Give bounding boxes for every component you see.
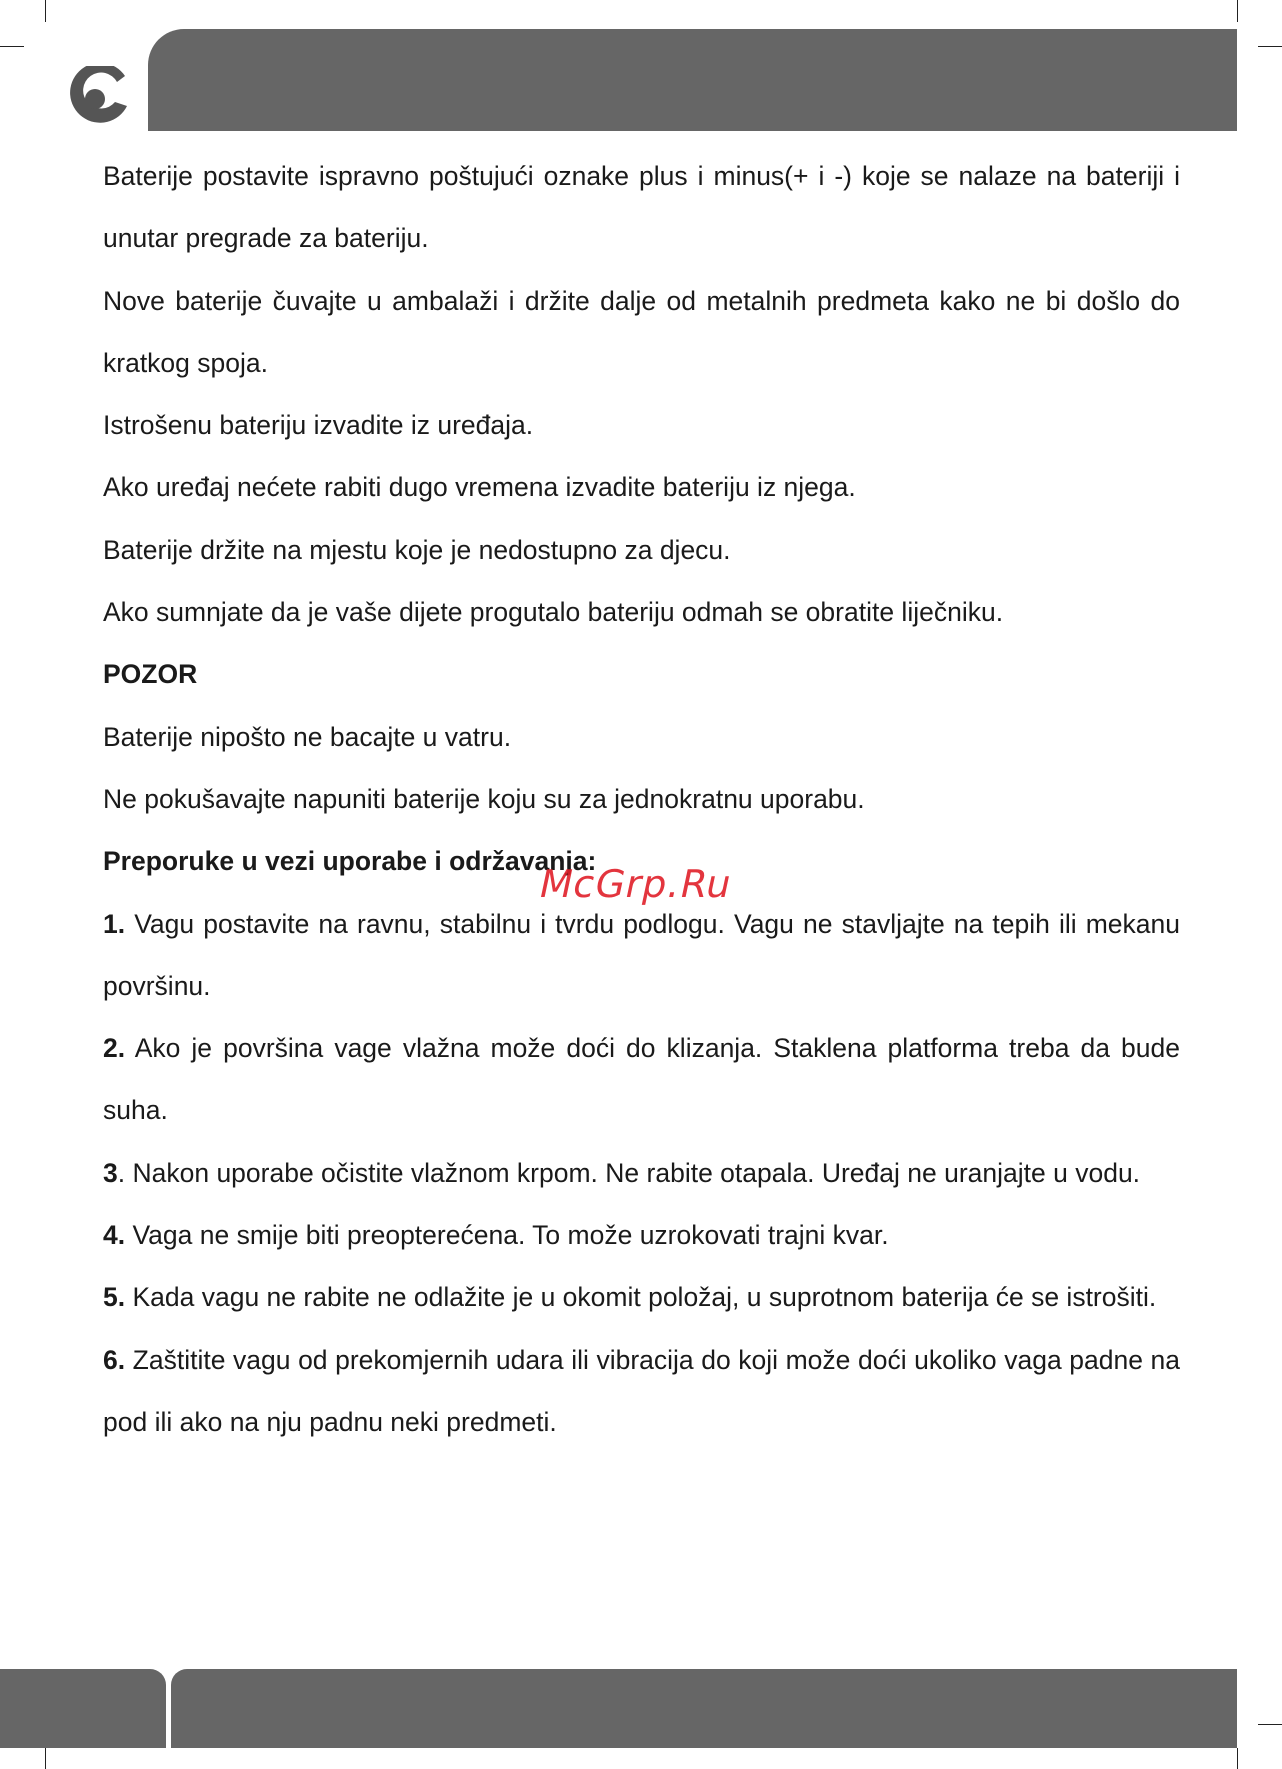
watermark: McGrp.Ru: [535, 862, 737, 906]
battery-instruction: Ako uređaj nećete rabiti dugo vremena izvadite bateriju iz njega.: [103, 472, 856, 503]
crop-mark: [0, 46, 24, 47]
recommendation-number: 5.: [103, 1282, 126, 1313]
crop-mark: [45, 1748, 46, 1769]
recommendation-text: Zaštitite vagu od prekomjernih udara ili vibracija do koji može doći ukoliko vaga padne na pod ili ako na nju padnu neki predmeti.: [103, 1344, 1180, 1437]
warning-heading: POZOR: [103, 659, 198, 690]
recommendation-item: [103, 1017, 1180, 1142]
recommendation-number: 4.: [103, 1220, 126, 1251]
crop-mark: [1237, 0, 1238, 22]
recommendation-item: [103, 1329, 1180, 1454]
crop-mark: [1258, 1724, 1282, 1725]
footer-page-tab: [0, 1669, 166, 1748]
recommendation-text: . Nakon uporabe očistite vlažnom krpom. Ne rabite otapala. Uređaj ne uranjajte u vodu.: [117, 1157, 1141, 1188]
battery-instruction: Ako sumnjate da je vaše dijete progutalo bateriju odmah se obratite liječniku.: [103, 597, 1004, 628]
recommendation-text: Kada vagu ne rabite ne odlažite je u okomit položaj, u suprotnom baterija će se istrošiti.: [125, 1282, 1157, 1313]
crop-mark: [1258, 46, 1282, 47]
crop-mark: [1237, 1748, 1238, 1769]
brand-ring-logo-icon: [63, 66, 133, 132]
recommendations-heading: Preporuke u vezi uporabe i održavanja:: [103, 846, 597, 877]
recommendation-item: [103, 1204, 1180, 1266]
warning-item: Ne pokušavajte napuniti baterije koju su za jednokratnu uporabu.: [103, 783, 865, 814]
recommendation-text: Ako je površina vage vlažna može doći do klizanja. Staklena platforma treba da bude suha.: [103, 1033, 1180, 1126]
recommendation-text: Vaga ne smije biti preopterećena. To može uzrokovati trajni kvar.: [125, 1220, 889, 1251]
crop-mark: [45, 0, 46, 22]
recommendation-item: [103, 1266, 1180, 1328]
battery-instruction: Nove baterije čuvajte u ambalaži i držite dalje od metalnih predmeta kako ne bi došlo do kratkog spoja.: [103, 285, 1180, 378]
page-content: [103, 145, 1180, 1453]
warning-item: Baterije nipošto ne bacajte u vatru.: [103, 721, 512, 752]
recommendation-item: [103, 1142, 1180, 1204]
recommendation-item: [103, 893, 1180, 1018]
footer-bar: [171, 1669, 1237, 1748]
recommendation-number: 2.: [103, 1033, 126, 1064]
battery-instruction: Baterije držite na mjestu koje je nedostupno za djecu.: [103, 534, 731, 565]
recommendation-number: 3: [103, 1157, 118, 1188]
battery-instruction: Istrošenu bateriju izvadite iz uređaja.: [103, 410, 534, 441]
recommendation-text: Vagu postavite na ravnu, stabilnu i tvrdu podlogu. Vagu ne stavljajte na tepih ili mekanu površinu.: [103, 908, 1180, 1001]
recommendation-number: 1.: [103, 908, 126, 939]
recommendation-number: 6.: [103, 1344, 126, 1375]
header-bar: [148, 29, 1237, 131]
battery-instruction: Baterije postavite ispravno poštujući oznake plus i minus(+ i -) koje se nalaze na bateriji i unutar pregrade za bateriju.: [103, 161, 1180, 254]
